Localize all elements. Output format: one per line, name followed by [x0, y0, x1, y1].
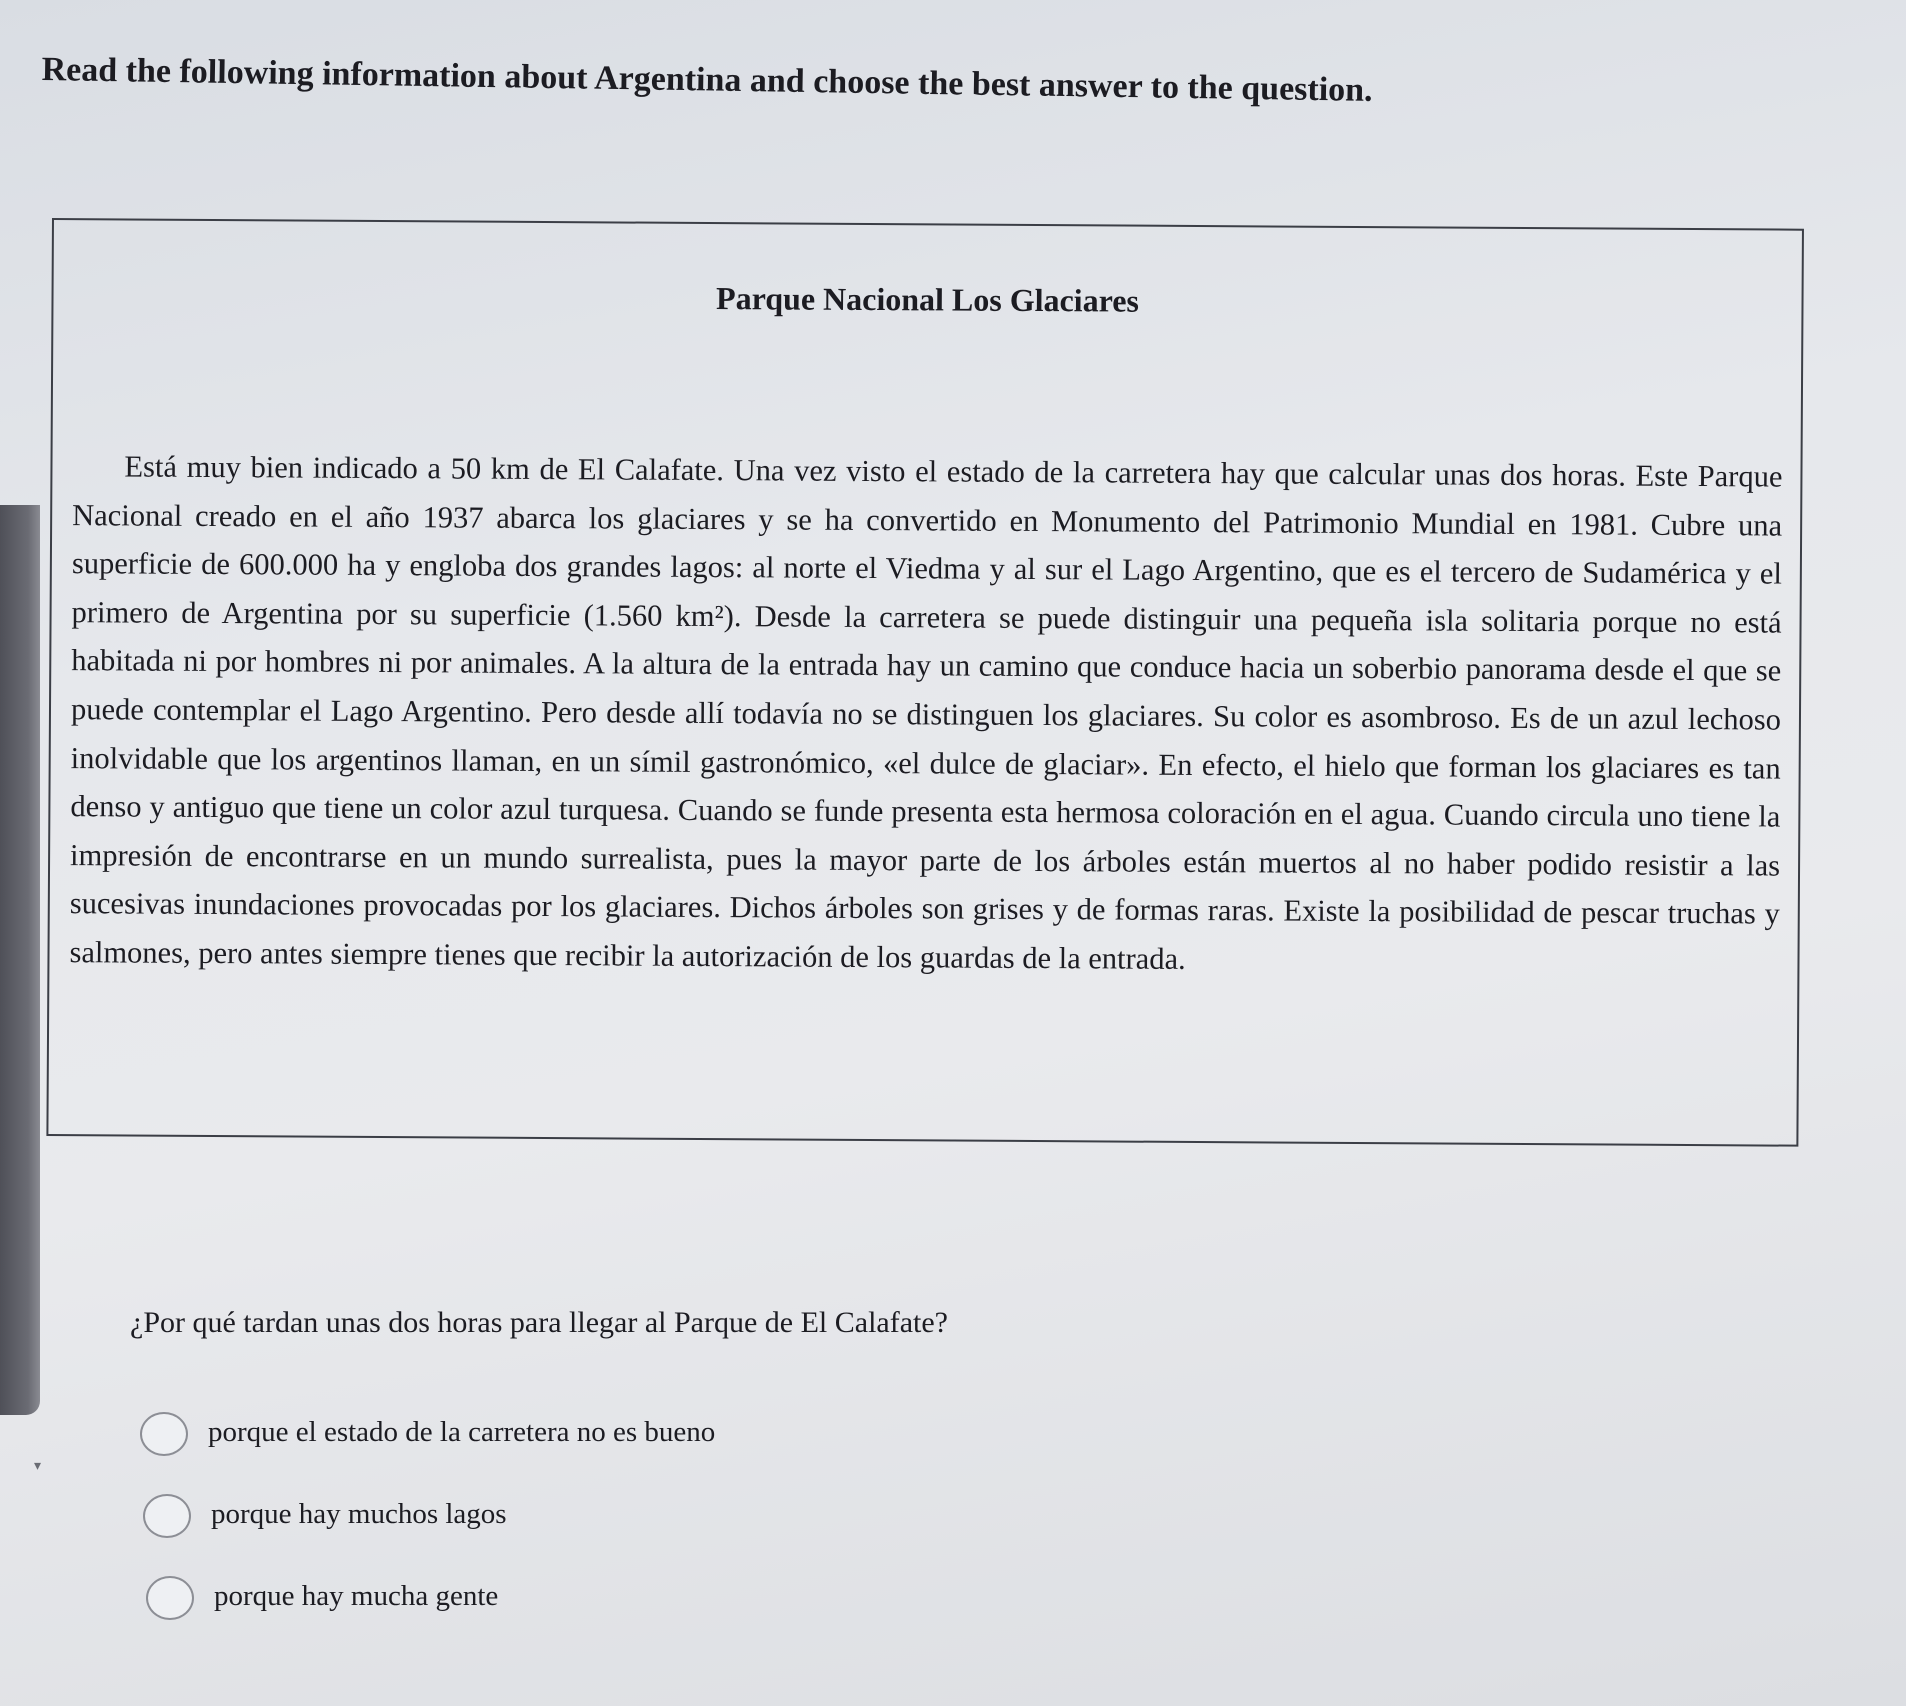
radio-button[interactable] [140, 1412, 188, 1456]
passage-title: Parque Nacional Los Glaciares [716, 280, 1140, 319]
instructions-text: Read the following information about Argentina and choose the best answer to the question. [41, 50, 1373, 109]
scrollbar[interactable] [0, 505, 40, 1415]
passage-body: Está muy bien indicado a 50 km de El Calafate. Una vez visto el estado de la carretera hay que calcular unas dos horas. Este Parque Nacional creado en el año 1937 abarca los glaciares y se ha convertido en Monumento del Patrimonio Mundial en 1981. Cubre una superficie de 600.000 ha y engloba dos grandes lagos: al norte el Viedma y al sur el Lago Argentino, que es el tercero de Sudamérica y el primero de Argentina por su superficie (1.560 km²). Desde la carretera se puede distinguir una pequeña isla solitaria porque no está habitada ni por hombres ni por animales. A la altura de la entrada hay un camino que conduce hacia un soberbio panorama desde el que se puede contemplar el Lago Argentino. Pero desde allí todavía no se distinguen los glaciares. Su color es asombroso. Es de un azul lechoso inolvidable que los argentinos llaman, en un símil gastronómico, «el dulce de glaciar». En efecto, el hielo que forman los glaciares es tan denso y antiguo que tiene un color azul turquesa. Cuando se funde presenta esta hermosa coloración en el agua. Cuando circula uno tiene la impresión de encontrarse en un mundo surrealista, pues la mayor parte de los árboles están muertos al no haber podido resistir a las sucesivas inundaciones provocadas por los glaciares. Dichos árboles son grises y de formas raras. Existe la posibilidad de pescar truchas y salmones, pero antes siempre tienes que recibir la autorización de los guardas de la entrada. [69, 449, 1783, 976]
question-text: ¿Por qué tardan unas dos horas para llegar al Parque de El Calafate? [130, 1306, 948, 1339]
answer-option-label: porque hay muchos lagos [211, 1498, 507, 1530]
answer-option-label: porque hay mucha gente [214, 1580, 499, 1612]
cursor-icon: ▾ [34, 1458, 42, 1474]
radio-button[interactable] [143, 1494, 191, 1538]
radio-button[interactable] [146, 1576, 194, 1620]
answer-option-3[interactable] [146, 1576, 1046, 1658]
answer-options [140, 1412, 1040, 1658]
answer-option-1[interactable] [140, 1412, 1040, 1494]
passage-box [46, 218, 1804, 1147]
answer-option-2[interactable] [143, 1494, 1043, 1576]
answer-option-label: porque el estado de la carretera no es bueno [208, 1416, 716, 1448]
